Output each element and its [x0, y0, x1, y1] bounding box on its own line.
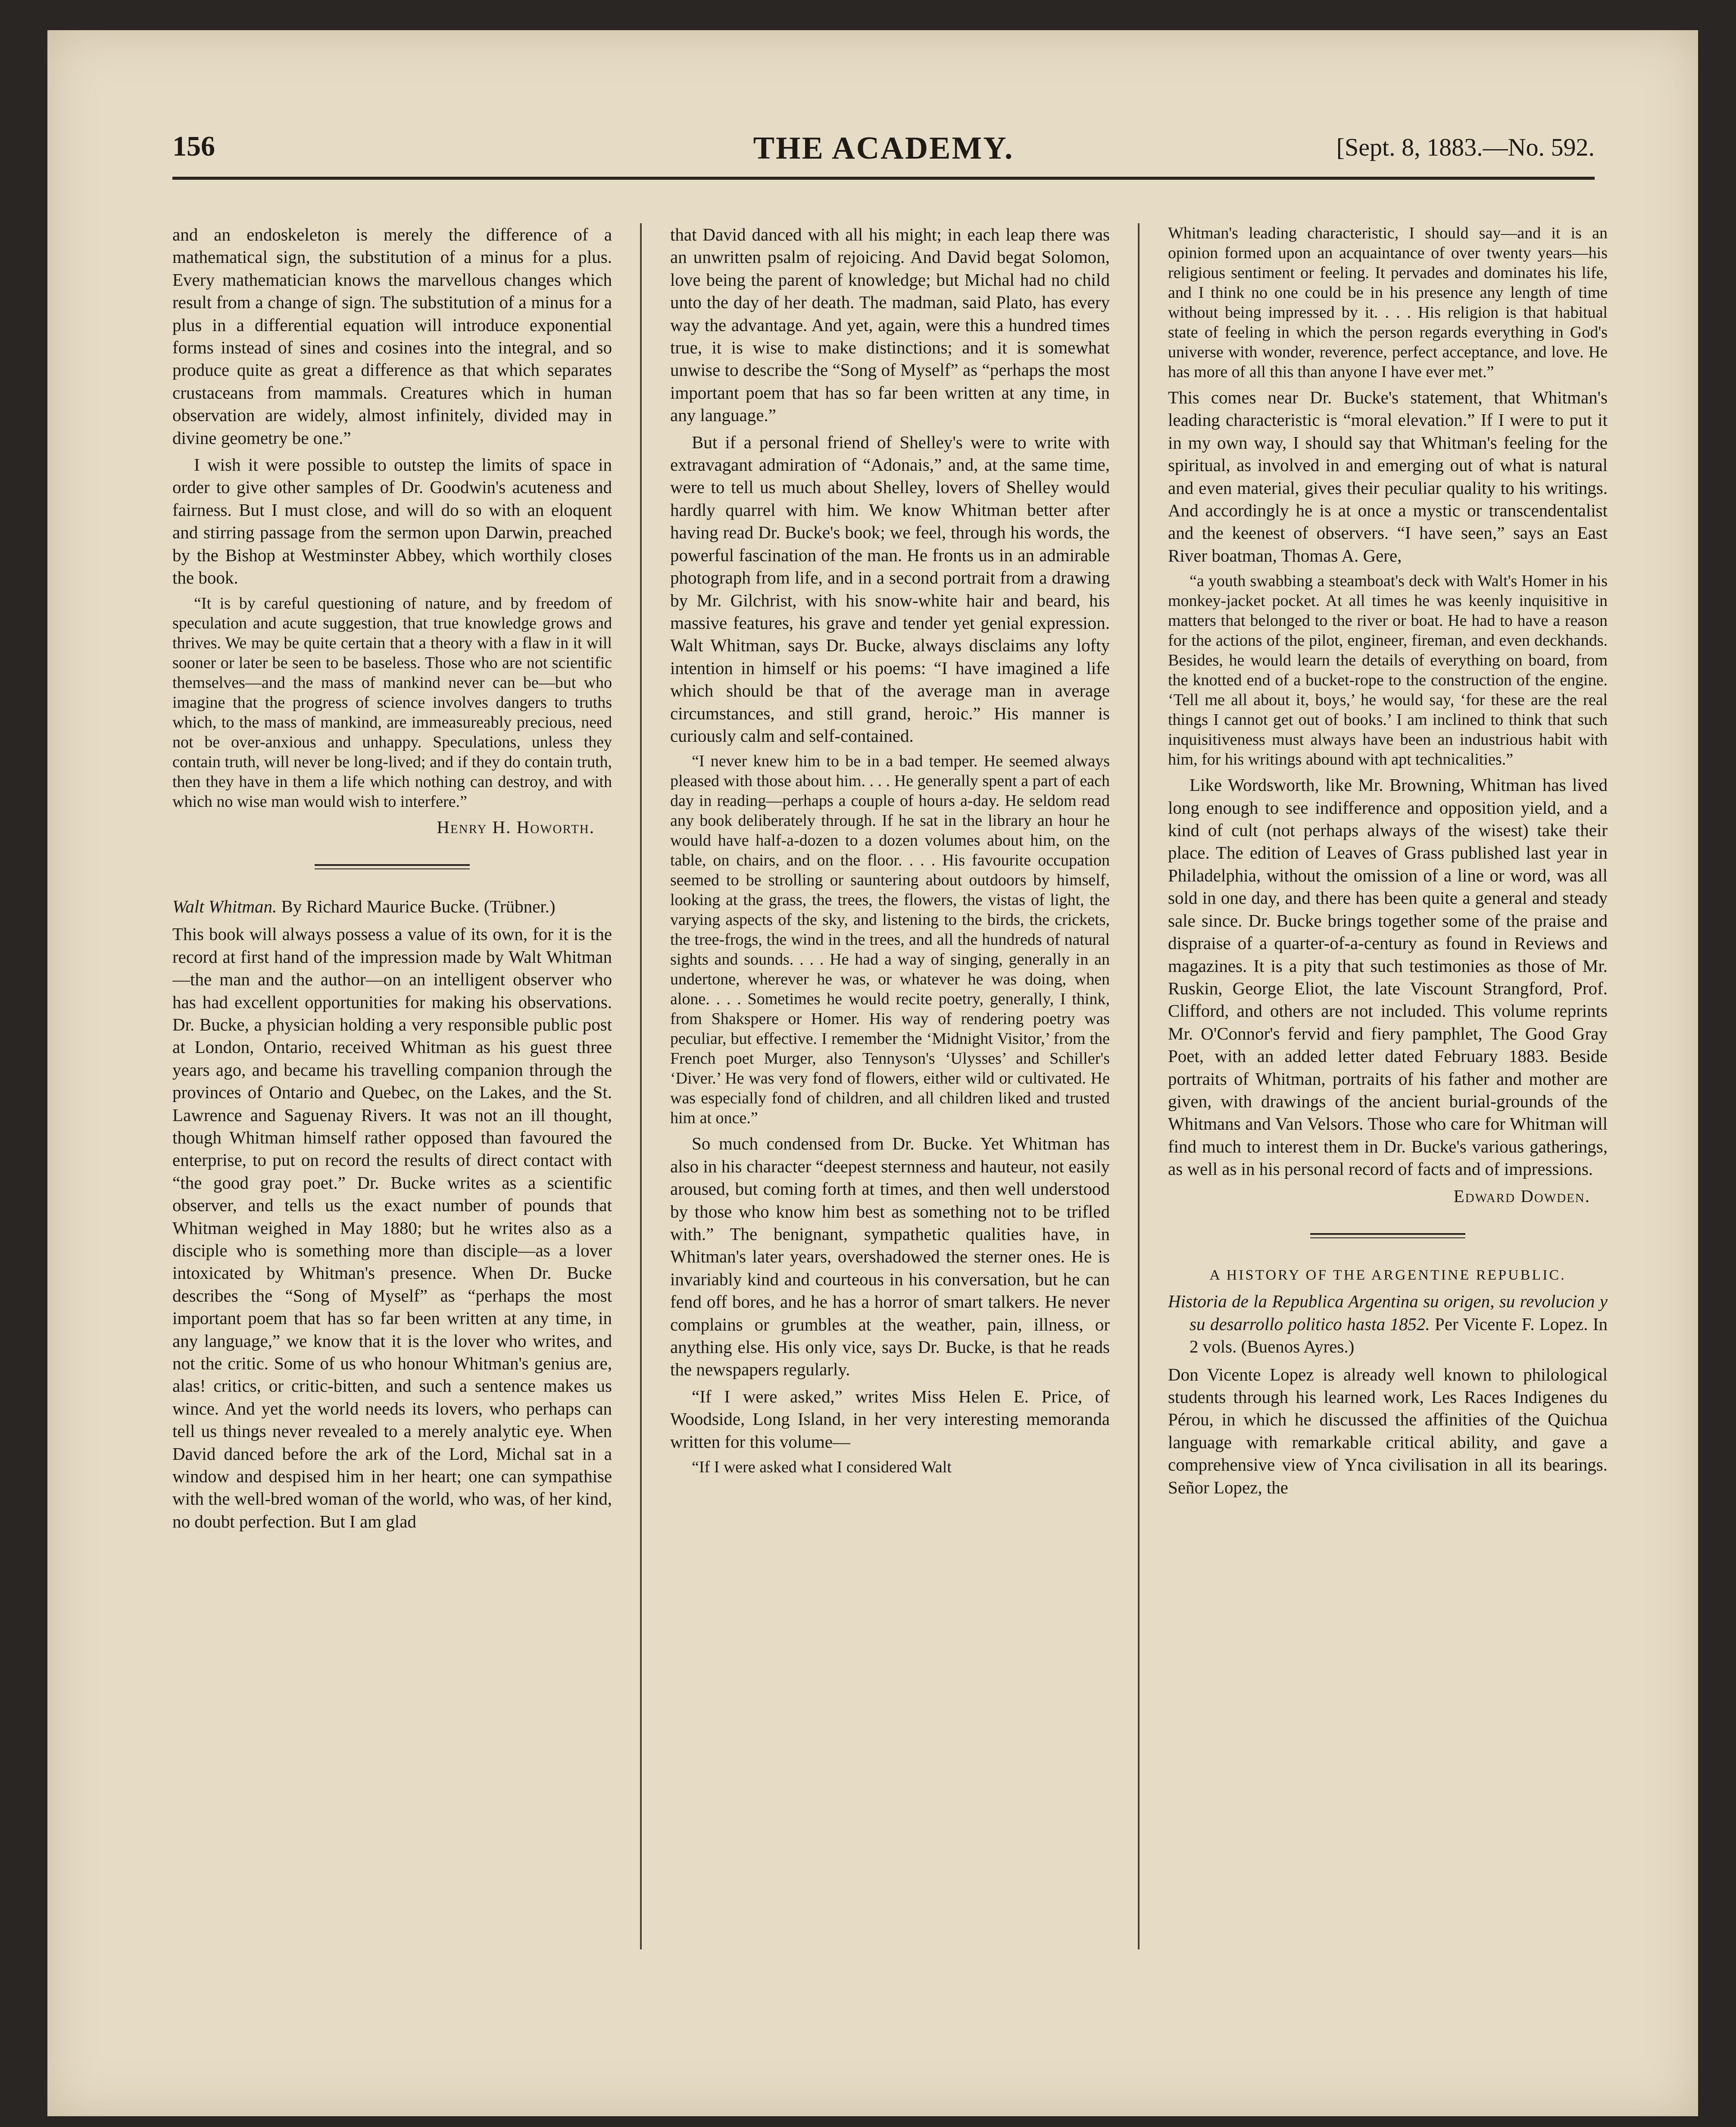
- block-quote: “If I were asked what I considered Walt: [692, 1458, 952, 1477]
- paragraph: I wish it were possible to outstep the limits of space in order to give other samples of Dr. Goodwin's acuteness and fairness. But I must close, and will do so with an eloquent and stirring passage from the sermon upon Darwin, preached by the Bishop at Westminster Abbey, which worthily closes the book.: [172, 455, 612, 588]
- paragraph: So much condensed from Dr. Bucke. Yet Whitman has also in his character “deepest sternness and hauteur, not easily aroused, but coming forth at times, and then well understood by those who know him best as something not to be trifled with.” The benignant, sympathetic qualities have, in Whitman's later years, overshadowed the sterner ones. He is invariably kind and courteous in his conversation, but he can fend off bores, and he has a horror of smart talkers. He never complains or grumbles at the weather, pain, illness, or anything else. His only vice, says Dr. Bucke, is that he reads the newspapers regularly.: [670, 1134, 1110, 1380]
- column-right: [1168, 223, 1608, 1947]
- newspaper-page: [47, 30, 1698, 2116]
- paragraph: Like Wordsworth, like Mr. Browning, Whitman has lived long enough to see indifference and opposition yield, and a kind of cult (not perhaps always of the wisest) take their place. The edition of Leaves of Grass published last year in Philadelphia, without the omission of a line or word, was all sold in one day, and there has been quite a general and steady sale since. Dr. Bucke brings together some of the praise and dispraise of a quarter-of-a-century as found in Reviews and magazines. It is a pity that such testimonies as those of Mr. Ruskin, George Eliot, the late Viscount Strangford, Prof. Clifford, and others are not included. This volume reprints Mr. O'Connor's fervid and fiery pamphlet, The Good Gray Poet, with an added letter dated February 1883. Beside portraits of Whitman, portraits of his father and mother are given, with drawings of the ancient burial-grounds of the Whitmans and Van Velsors. Those who care for Whitman will find much to interest them in Dr. Bucke's various gatherings, as well as in his personal record of facts and of impressions.: [1168, 775, 1608, 1179]
- masthead: [172, 130, 1595, 195]
- block-quote: “a youth swabbing a steamboat's deck with Walt's Homer in his monkey-jacket pocket. At all times he was keenly inquisitive in matters that belonged to the river or boat. He had to have a reason for the actions of the pilot, engineer, fireman, and even deckhands. Besides, he would learn the details of everything on board, from the knotted end of a bucket-rope to the construction of the engine. ‘Tell me all about it, boys,’ he would say, ‘for these are the real things I cannot get out of books.’ I am inclined to think that such inquisitiveness must always have been an industrious habit with him, for his writings abound with apt technicalities.”: [1168, 572, 1608, 769]
- column-middle: [670, 223, 1110, 1947]
- masthead-rule: [172, 177, 1595, 180]
- section-title: A HISTORY OF THE ARGENTINE REPUBLIC.: [1209, 1267, 1566, 1283]
- review-byline: By Richard Maurice Bucke. (Trübner.): [281, 896, 556, 916]
- author-signature: Henry H. Howorth.: [437, 817, 595, 837]
- paragraph: Don Vicente Lopez is already well known to philological students through his learned work, Les Races Indigenes du Pérou, in which he discussed the affinities of the Quichua language with remarkable critical ability, and gave a comprehensive view of Ynca civilisation in all its bearings. Señor Lopez, the: [1168, 1364, 1608, 1497]
- section-divider: [315, 864, 470, 869]
- block-quote: Whitman's leading characteristic, I should say—and it is an opinion formed upon an acquaintance of over twenty years—his religious sentiment or feeling. It pervades and dominates his life, and I think no one could be in his presence any length of time without being impressed by it. . . . His religion is that habitual state of feeling in which the person regards everything in God's universe with wonder, reverence, perfect acceptance, and love. He has more of all this than anyone I have ever met.”: [1168, 224, 1608, 381]
- paragraph: “If I were asked,” writes Miss Helen E. Price, of Woodside, Long Island, in her very interesting memoranda written for this volume—: [670, 1386, 1110, 1452]
- issue-date: [Sept. 8, 1883.—No. 592.: [1336, 133, 1595, 161]
- page-number: 156: [172, 131, 215, 162]
- review-book-title: Historia de la Republica Argentina su origen, su revolucion y su desarrollo politico hasta 1852.: [1168, 1291, 1608, 1334]
- column-rule-left: [640, 223, 642, 1949]
- review-byline: Per Vicente F. Lopez. In 2 vols. (Buenos Ayres.): [1190, 1314, 1608, 1357]
- publication-title: THE ACADEMY.: [753, 131, 1014, 166]
- block-quote: “It is by careful questioning of nature, and by freedom of speculation and acute suggestion, that true knowledge grows and thrives. We may be quite certain that a theory with a flaw in it will sooner or later be seen to be baseless. Those who are not scientific themselves—and the mass of mankind never can be—but who imagine that the progress of science involves dangers to truths which, to the mass of mankind, are immeasureably precious, need not be over-anxious and unhappy. Speculations, unless they contain truth, will never be long-lived; and if they do contain truth, then they have in them a life which nothing can destroy, and with which no wise man would wish to interfere.”: [172, 594, 612, 811]
- paragraph: But if a personal friend of Shelley's were to write with extravagant admiration of “Adonais,” and, at the same time, were to tell us much about Shelley, lovers of Shelley would hardly quarrel with him. We know Whitman better after having read Dr. Bucke's book; we feel, through his words, the powerful fascination of the man. He fronts us in an admirable photograph from life, and in a second portrait from a drawing by Mr. Gilchrist, with his snow-white hair and beard, his massive features, his grave and tender yet genial expression. Walt Whitman, says Dr. Bucke, always disclaims any lofty intention in himself or his poems: “I have imagined a life which should be that of the average man in average circumstances, and still grand, heroic.” His manner is curiously calm and self-contained.: [670, 432, 1110, 746]
- author-signature: Edward Dowden.: [1453, 1186, 1590, 1206]
- review-book-title: Walt Whitman.: [172, 896, 277, 916]
- block-quote: “I never knew him to be in a bad temper. He seemed always pleased with those about him. . . . He generally spent a part of each day in reading—perhaps a couple of hours a-day. He seldom read any book deliberately through. If he sat in the library an hour he would have half-a-dozen to a dozen volumes about him, on the table, on chairs, and on the floor. . . . His favourite occupation seemed to be strolling or sauntering about outdoors by himself, looking at the grass, the trees, the flowers, the vistas of light, the varying aspects of the sky, and listening to the birds, the crickets, the tree-frogs, the wind in the trees, and all the hundreds of natural sights and sounds. . . . He had a way of singing, generally in an undertone, wherever he was, or whatever he was doing, when alone. . . . Sometimes he would recite poetry, generally, I think, from Shakspere or Homer. His way of rendering poetry was peculiar, but effective. I remember the ‘Midnight Visitor,’ from the French poet Murger, also Tennyson's ‘Ulysses’ and Schiller's ‘Diver.’ He was very fond of flowers, either wild or cultivated. He was especially fond of children, and all children liked and trusted him at once.”: [670, 752, 1110, 1128]
- paragraph: This book will always possess a value of its own, for it is the record at first hand of the impression made by Walt Whitman—the man and the author—on an intelligent observer who has had excellent opportunities for making his observations. Dr. Bucke, a physician holding a very responsible public post at London, Ontario, received Whitman as his guest three years ago, and became his travelling companion through the provinces of Ontario and Quebec, on the Lakes, and the St. Lawrence and Saguenay Rivers. It was not an ill thought, though Whitman himself rather opposed than favoured the enterprise, to put on record the results of direct contact with “the good gray poet.” Dr. Bucke writes as a scientific observer, and tells us the exact number of pounds that Whitman weighed in May 1880; but he writes also as a disciple who is something more than disciple—as a lover intoxicated by Whitman's presence. When Dr. Bucke describes the “Song of Myself” as “perhaps the most important poem that has so far been written at any time, in any language,” we know that it is the lover who writes, and not the critic. Some of us who honour Whitman's genius are, alas! critics, or critic-bitten, and such a sentence makes us wince. And yet the world needs its lovers, who perhaps can tell us things never revealed to a merely analytic eye. When David danced before the ark of the Lord, Michal sat in a window and despised him in her heart; one can sympathise with the well-bred woman of the world, who was, of her kind, no doubt perfection. But I am glad: [172, 924, 612, 1531]
- paragraph: that David danced with all his might; in each leap there was an unwritten psalm of rejoicing. And David begat Solomon, love being the parent of knowledge; but Michal had no child unto the day of her death. The madman, said Plato, has every way the advantage. And yet, again, were this a hundred times true, it is wise to make distinctions; and it is somewhat unwise to describe the “Song of Myself” as “perhaps the most important poem that has so far been written at any time, in any language.”: [670, 225, 1110, 425]
- review-heading: [172, 895, 612, 918]
- column-left: [172, 223, 612, 1947]
- column-rule-right: [1138, 223, 1140, 1949]
- paragraph: This comes near Dr. Bucke's statement, that Whitman's leading characteristic is “moral elevation.” If I were to put it in my own way, I should say that Whitman's feeling for the spiritual, as involved in and emerging out of what is natural and even material, gives their peculiar quality to his writings. And accordingly he is at once a mystic or transcendentalist and the keenest of observers. “I have seen,” says an East River boatman, Thomas A. Gere,: [1168, 387, 1608, 565]
- section-divider: [1310, 1233, 1465, 1238]
- paragraph: and an endoskeleton is merely the difference of a mathematical sign, the substitution of a minus for a plus. Every mathematician knows the marvellous changes which result from a change of sign. The substitution of a minus for a plus in a differential equation will introduce exponential forms instead of sines and cosines into the integral, and so produce quite as great a difference as that which separates crustaceans from mammals. Creatures which in human observation are widely, almost infinitely, divided may in divine geometry be one.”: [172, 225, 612, 448]
- review-heading: [1168, 1290, 1608, 1358]
